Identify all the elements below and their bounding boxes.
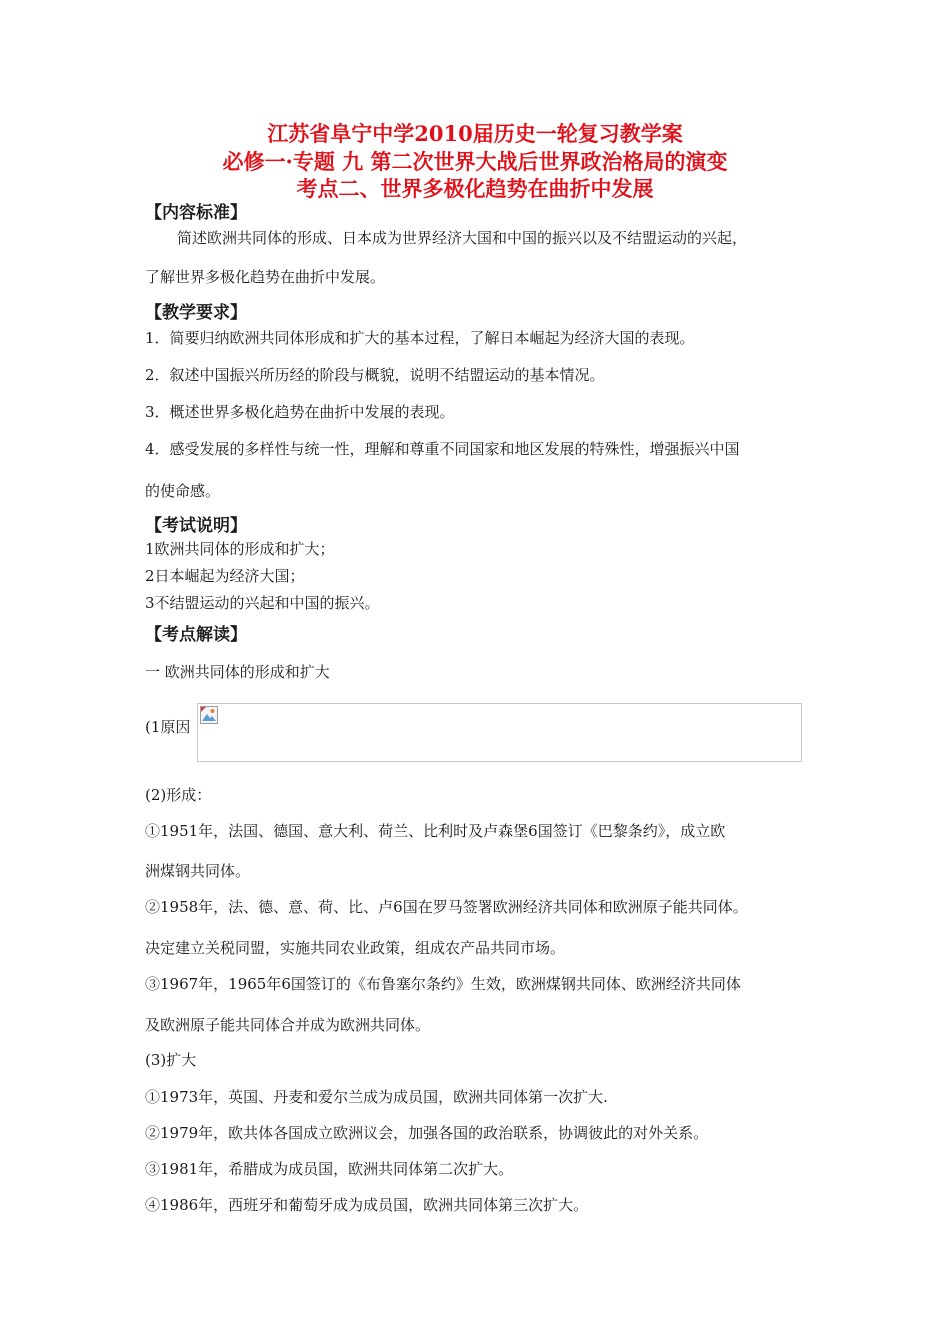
- formation-item: ②1958年，法、德、意、荷、比、卢6国在罗马签署欧洲经济共同体和欧洲原子能共同体。: [145, 898, 748, 916]
- exam-item: 3不结盟运动的兴起和中国的振兴。: [145, 594, 380, 612]
- exam-description-heading: 【考试说明】: [145, 516, 247, 536]
- content-standard-text: 简述欧洲共同体的形成、日本成为世界经济大国和中国的振兴以及不结盟运动的兴起，: [177, 229, 748, 247]
- requirement-item: 2．叙述中国振兴所历经的阶段与概貌，说明不结盟运动的基本情况。: [145, 366, 605, 384]
- title-line-1: 江苏省阜宁中学2010届历史一轮复习教学案: [267, 121, 683, 146]
- formation-label: (2)形成：: [145, 786, 212, 804]
- expansion-item: ①1973年，英国、丹麦和爱尔兰成为成员国，欧洲共同体第一次扩大.: [145, 1088, 608, 1106]
- formation-item: 洲煤钢共同体。: [145, 862, 251, 880]
- exam-item: 1欧洲共同体的形成和扩大；: [145, 540, 335, 558]
- formation-item: ①1951年，法国、德国、意大利、荷兰、比利时及卢森堡6国签订《巴黎条约》，成立欧: [145, 822, 726, 840]
- requirement-item: 的使命感。: [145, 482, 221, 500]
- expansion-item: ③1981年，希腊成为成员国，欧洲共同体第二次扩大。: [145, 1160, 514, 1178]
- title-line-2: 必修一·专题 九 第二次世界大战后世界政治格局的演变: [222, 149, 728, 174]
- content-standard-heading: 【内容标准】: [145, 203, 247, 223]
- image-placeholder: [197, 703, 802, 762]
- requirement-item: 1．简要归纳欧洲共同体形成和扩大的基本过程，了解日本崛起为经济大国的表现。: [145, 329, 695, 347]
- title-line-3: 考点二、世界多极化趋势在曲折中发展: [296, 176, 654, 201]
- content-standard-text: 了解世界多极化趋势在曲折中发展。: [145, 268, 386, 286]
- key-points-heading: 【考点解读】: [145, 625, 247, 645]
- expansion-item: ④1986年，西班牙和葡萄牙成为成员国，欧洲共同体第三次扩大。: [145, 1196, 589, 1214]
- broken-image-icon: [200, 706, 218, 724]
- formation-item: ③1967年，1965年6国签订的《布鲁塞尔条约》生效，欧洲煤钢共同体、欧洲经济共同体: [145, 975, 741, 993]
- expansion-item: ②1979年，欧共体各国成立欧洲议会，加强各国的政治联系，协调彼此的对外关系。: [145, 1124, 709, 1142]
- formation-item: 及欧洲原子能共同体合并成为欧洲共同体。: [145, 1016, 431, 1034]
- cause-label: (1原因: [145, 718, 191, 736]
- exam-item: 2日本崛起为经济大国；: [145, 567, 305, 585]
- requirement-item: 4．感受发展的多样性与统一性，理解和尊重不同国家和地区发展的特殊性，增强振兴中国: [145, 440, 740, 458]
- requirement-item: 3．概述世界多极化趋势在曲折中发展的表现。: [145, 403, 455, 421]
- expansion-label: (3)扩大: [145, 1051, 197, 1069]
- formation-item: 决定建立关税同盟，实施共同农业政策，组成农产品共同市场。: [145, 939, 566, 957]
- key-points-subheading: 一 欧洲共同体的形成和扩大: [145, 663, 330, 681]
- teaching-requirements-heading: 【教学要求】: [145, 303, 247, 323]
